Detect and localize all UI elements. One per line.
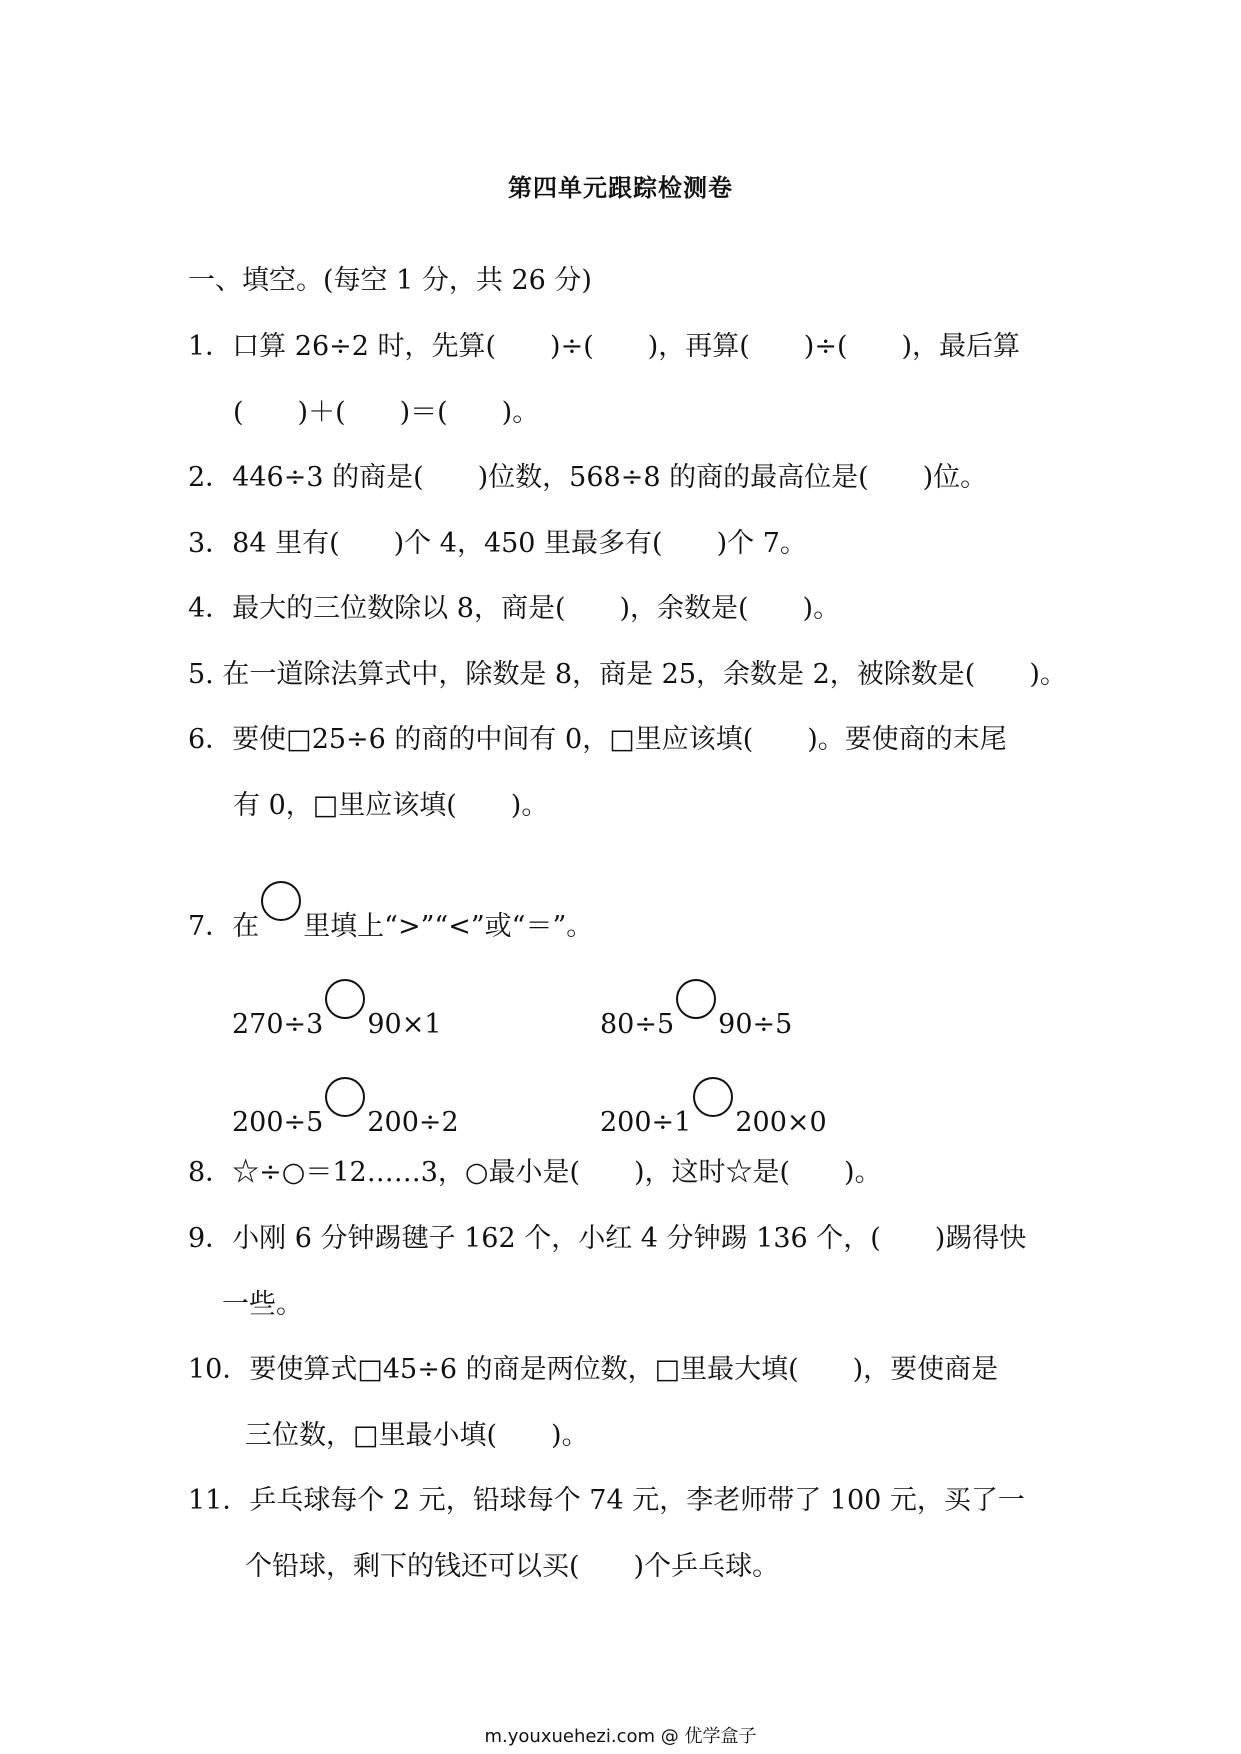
answer-circle[interactable] xyxy=(325,979,365,1019)
comparison-right: 200÷2 xyxy=(367,1107,459,1138)
question-6-line-1: 6．要使□25÷6 的商的中间有 0，□里应该填( )。要使商的末尾 xyxy=(188,724,1007,755)
page-title: 第四单元跟踪检测卷 xyxy=(508,174,733,202)
question-7-instruction xyxy=(188,881,593,944)
comparison-item xyxy=(232,1077,459,1140)
answer-circle[interactable] xyxy=(325,1077,365,1117)
question-9-line-1: 9．小刚 6 分钟踢毽子 162 个，小红 4 分钟踢 136 个，( )踢得快 xyxy=(188,1223,1027,1254)
question-4: 4．最大的三位数除以 8，商是( )，余数是( )。 xyxy=(188,593,841,624)
comparison-right: 90×1 xyxy=(367,1009,442,1040)
comparison-left: 80÷5 xyxy=(600,1009,675,1040)
question-7-prefix: 7．在 xyxy=(188,911,260,942)
answer-circle[interactable] xyxy=(676,979,716,1019)
question-6-line-2: 有 0，□里应该填( )。 xyxy=(233,790,549,821)
question-10-line-2: 三位数，□里最小填( )。 xyxy=(245,1420,589,1451)
comparison-item xyxy=(600,1077,827,1140)
question-8: 8．☆÷○＝12……3，○最小是( )，这时☆是( )。 xyxy=(188,1157,882,1188)
comparison-left: 270÷3 xyxy=(232,1009,324,1040)
comparison-right: 90÷5 xyxy=(718,1009,793,1040)
section-heading: 一、填空。(每空 1 分，共 26 分) xyxy=(188,265,592,296)
comparison-item xyxy=(600,979,792,1042)
question-10-line-1: 10．要使算式□45÷6 的商是两位数，□里最大填( )，要使商是 xyxy=(188,1354,999,1385)
question-3: 3．84 里有( )个 4，450 里最多有( )个 7。 xyxy=(188,528,807,559)
comparison-item xyxy=(232,979,442,1042)
question-5: 5. 在一道除法算式中，除数是 8，商是 25，余数是 2，被除数是( )。 xyxy=(188,659,1067,690)
question-9-line-2: 一些。 xyxy=(222,1289,303,1320)
answer-circle[interactable] xyxy=(693,1077,733,1117)
circle-blank-icon xyxy=(261,881,301,921)
question-1-line-2: ( )＋( )＝( )。 xyxy=(233,397,540,428)
question-11-line-2: 个铅球，剩下的钱还可以买( )个乒乓球。 xyxy=(245,1551,780,1582)
question-2: 2．446÷3 的商是( )位数，568÷8 的商的最高位是( )位。 xyxy=(188,462,988,493)
comparison-right: 200×0 xyxy=(735,1107,827,1138)
comparison-left: 200÷1 xyxy=(600,1107,692,1138)
question-1-line-1: 1．口算 26÷2 时，先算( )÷( )，再算( )÷( )，最后算 xyxy=(188,331,1021,362)
footer-watermark: m.youxuehezi.com @ 优学盒子 xyxy=(484,1726,757,1747)
comparison-left: 200÷5 xyxy=(232,1107,324,1138)
question-11-line-1: 11．乒乓球每个 2 元，铅球每个 74 元，李老师带了 100 元，买了一 xyxy=(188,1485,1025,1516)
question-7-suffix: 里填上“>”“<”或“＝”。 xyxy=(303,911,594,942)
